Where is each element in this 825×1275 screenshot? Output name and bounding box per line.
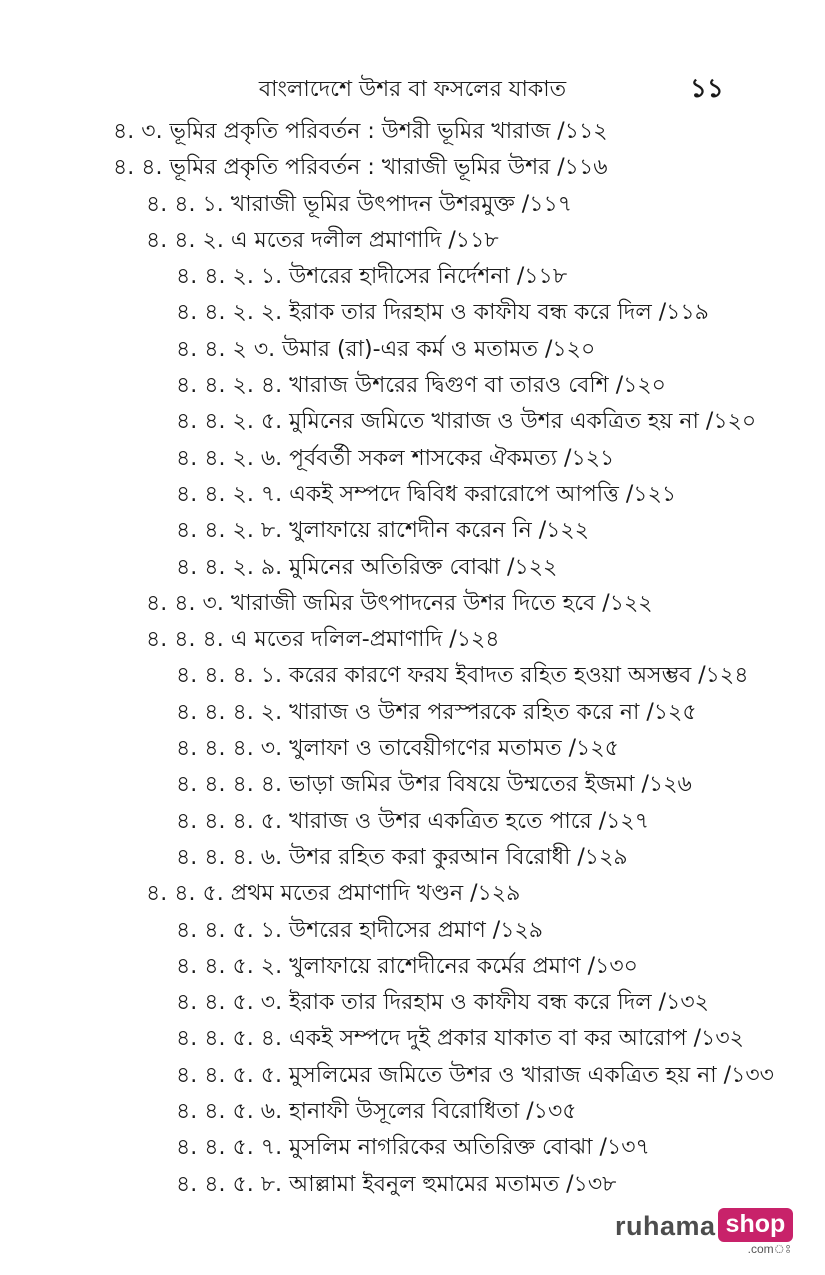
toc-entry: ৪. ৪. ২. ৬. পূর্ববর্তী সকল শাসকের ঐকমত্য /১২১	[176, 445, 615, 471]
toc-entry: ৪. ৪. ৫. ১. উশরের হাদীসের প্রমাণ /১২৯	[176, 917, 544, 943]
toc-entry: ৪. ৪. ৪. এ মতের দলিল-প্রমাণাদি /১২৪	[146, 627, 500, 653]
toc-entry: ৪. ৪. ২. ৫. মুমিনের জমিতে খারাজ ও উশর একত্রিত হয় না /১২০	[176, 409, 757, 435]
toc-entry: ৪. ৪. ২. ২. ইরাক তার দিরহাম ও কাফীয বন্ধ করে দিল /১১৯	[176, 300, 709, 326]
toc-entry: ৪. ৪. ৪. ৩. খুলাফা ও তাবেয়ীগণের মতামত /১২৫	[176, 736, 619, 762]
logo-badge	[718, 1208, 794, 1256]
ruhama-shop-logo	[615, 1208, 793, 1256]
toc-entry: ৪. ৪. ১. খারাজী ভূমির উৎপাদন উশরমুক্ত /১১৭	[146, 191, 573, 217]
running-header-title: বাংলাদেশে উশর বা ফসলের যাকাত	[258, 77, 567, 102]
toc-entry: ৪. ৪. ৫. ৬. হানাফী উসূলের বিরোধিতা /১৩৫	[176, 1099, 577, 1125]
toc-entry: ৪. ৪. ২ ৩. উমার (রা)-এর কর্ম ও মতামত /১২০	[176, 336, 596, 362]
page-number: ১১	[690, 74, 724, 104]
toc-entry: ৪. ৪. ৪. ২. খারাজ ও উশর পরস্পরকে রহিত করে না /১২৫	[176, 699, 697, 725]
toc-entry: ৪. ৪. ৫. ২. খুলাফায়ে রাশেদীনের কর্মের প্রমাণ /১৩০	[176, 953, 638, 979]
toc-entry: ৪. ৪. ৪. ৪. ভাড়া জমির উশর বিষয়ে উম্মতের ইজমা /১২৬	[176, 772, 692, 798]
toc-entry: ৪. ৪. ৫. ৭. মুসলিম নাগরিকের অতিরিক্ত বোঝা /১৩৭	[176, 1135, 650, 1161]
toc-entry: ৪. ৪. ৫. ৪. একই সম্পদে দুই প্রকার যাকাত বা কর আরোপ /১৩২	[176, 1026, 744, 1052]
toc-entry: ৪. ৪. ২. ৭. একই সম্পদে দ্বিবিধ করারোপে আপত্তি /১২১	[176, 481, 677, 507]
logo-brand-text: ruhama	[615, 1211, 716, 1241]
logo-domain-text: .comঃ	[747, 1242, 792, 1256]
toc-entry: ৪. ৪. ২. এ মতের দলীল প্রমাণাদি /১১৮	[146, 227, 499, 253]
toc-entry: ৪. ৪. ৫. ৫. মুসলিমের জমিতে উশর ও খারাজ একত্রিত হয় না /১৩৩	[176, 1062, 774, 1088]
toc-entry: ৪. ৩. ভূমির প্রকৃতি পরিবর্তন : উশরী ভূমির খারাজ /১১২	[113, 119, 608, 144]
toc-entry: ৪. ৪. ২. ১. উশরের হাদীসের নির্দেশনা /১১৮	[176, 264, 568, 290]
table-of-contents	[0, 114, 825, 1203]
toc-entry: ৪. ৪. ৫. ৮. আল্লামা ইবনুল হুমামের মতামত /১৩৮	[176, 1171, 617, 1197]
toc-entry: ৪. ৪. ৫. প্রথম মতের প্রমাণাদি খণ্ডন /১২৯	[146, 881, 521, 907]
toc-entry: ৪. ৪. ২. ৮. খুলাফায়ে রাশেদীন করেন নি /১২২	[176, 518, 590, 544]
toc-entry: ৪. ৪. ২. ৯. মুমিনের অতিরিক্ত বোঝা /১২২	[176, 554, 558, 580]
toc-entry: ৪. ৪. ৪. ৫. খারাজ ও উশর একত্রিত হতে পারে /১২৭	[176, 808, 649, 834]
toc-entry: ৪. ৪. ভূমির প্রকৃতি পরিবর্তন : খারাজী ভূমির উশর /১১৬	[113, 155, 608, 181]
toc-entry: ৪. ৪. ৪. ১. করের কারণে ফরয ইবাদত রহিত হওয়া অসম্ভব /১২৪	[176, 663, 749, 689]
logo-badge-text: shop	[718, 1208, 794, 1242]
toc-entry: ৪. ৪. ২. ৪. খারাজ উশরের দ্বিগুণ বা তারও বেশি /১২০	[176, 373, 666, 399]
toc-entry: ৪. ৪. ৫. ৩. ইরাক তার দিরহাম ও কাফীয বন্ধ করে দিল /১৩২	[176, 990, 709, 1016]
toc-entry: ৪. ৪. ৪. ৬. উশর রহিত করা কুরআন বিরোধী /১২৯	[176, 844, 628, 870]
toc-entry: ৪. ৪. ৩. খারাজী জমির উৎপাদনের উশর দিতে হবে /১২২	[146, 590, 653, 616]
